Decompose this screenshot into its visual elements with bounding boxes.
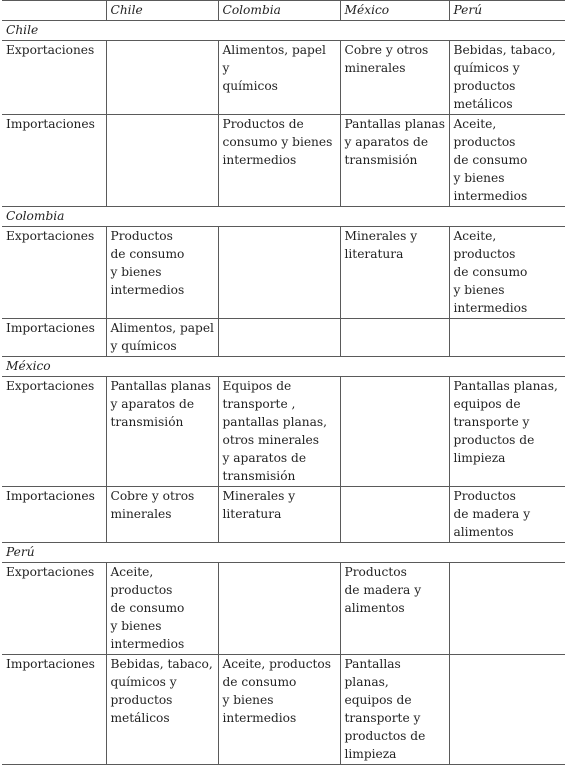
row-label: Importaciones bbox=[2, 319, 106, 357]
table-row bbox=[2, 41, 565, 115]
table-cell bbox=[106, 41, 218, 115]
group-row bbox=[2, 543, 565, 563]
table-row bbox=[2, 487, 565, 543]
table-cell: Minerales y literatura bbox=[340, 227, 449, 319]
table-cell: Pantallas planas, equipos de transporte y productos de limpieza bbox=[340, 655, 449, 765]
table-cell: Bebidas, tabaco, químicos y productos metálicos bbox=[449, 41, 565, 115]
table-cell: Pantallas planas y aparatos de transmisión bbox=[106, 377, 218, 487]
table-row bbox=[2, 227, 565, 319]
table-body bbox=[2, 21, 565, 765]
table-cell: Bebidas, tabaco, químicos y productos metálicos bbox=[106, 655, 218, 765]
table-cell bbox=[340, 377, 449, 487]
table-cell: Minerales y literatura bbox=[218, 487, 340, 543]
group-label: Colombia bbox=[2, 207, 565, 227]
table-row bbox=[2, 319, 565, 357]
header-cell-peru: Perú bbox=[449, 1, 565, 21]
table-cell: Alimentos, papel y químicos bbox=[218, 41, 340, 115]
table-cell: Aceite, productos de consumo y bienes intermedios bbox=[449, 115, 565, 207]
table-cell: Equipos de transporte , pantallas planas, otros minerales y aparatos de transmisión bbox=[218, 377, 340, 487]
header-cell-colombia: Colombia bbox=[218, 1, 340, 21]
table-cell: Pantallas planas y aparatos de transmisión bbox=[340, 115, 449, 207]
table-cell: Cobre y otros minerales bbox=[106, 487, 218, 543]
table-cell bbox=[106, 115, 218, 207]
row-label: Exportaciones bbox=[2, 227, 106, 319]
table-cell bbox=[340, 319, 449, 357]
table-cell bbox=[340, 487, 449, 543]
header-cell-blank bbox=[2, 1, 106, 21]
table-row bbox=[2, 115, 565, 207]
header-cell-chile: Chile bbox=[106, 1, 218, 21]
trade-table bbox=[2, 0, 565, 765]
table-cell: Productos de consumo y bienes intermedios bbox=[106, 227, 218, 319]
table-cell: Aceite, productos de consumo y bienes intermedios bbox=[449, 227, 565, 319]
table-row bbox=[2, 655, 565, 765]
table-row bbox=[2, 377, 565, 487]
table-cell: Alimentos, papel y químicos bbox=[106, 319, 218, 357]
table-cell bbox=[449, 563, 565, 655]
table-cell bbox=[449, 655, 565, 765]
table-cell: Productos de consumo y bienes intermedios bbox=[218, 115, 340, 207]
row-label: Importaciones bbox=[2, 487, 106, 543]
table-cell bbox=[449, 319, 565, 357]
group-label: Perú bbox=[2, 543, 565, 563]
table-cell: Pantallas planas, equipos de transporte y productos de limpieza bbox=[449, 377, 565, 487]
table-cell: Aceite, productos de consumo y bienes intermedios bbox=[218, 655, 340, 765]
row-label: Exportaciones bbox=[2, 41, 106, 115]
table-cell: Aceite, productos de consumo y bienes intermedios bbox=[106, 563, 218, 655]
row-label: Exportaciones bbox=[2, 563, 106, 655]
row-label: Importaciones bbox=[2, 655, 106, 765]
table-cell: Productos de madera y alimentos bbox=[340, 563, 449, 655]
group-row bbox=[2, 21, 565, 41]
row-label: Exportaciones bbox=[2, 377, 106, 487]
group-row bbox=[2, 207, 565, 227]
group-row bbox=[2, 357, 565, 377]
group-label: Chile bbox=[2, 21, 565, 41]
table-cell bbox=[218, 563, 340, 655]
row-label: Importaciones bbox=[2, 115, 106, 207]
header-row bbox=[2, 1, 565, 21]
table-cell bbox=[218, 319, 340, 357]
table-cell: Productos de madera y alimentos bbox=[449, 487, 565, 543]
group-label: México bbox=[2, 357, 565, 377]
table-cell: Cobre y otros minerales bbox=[340, 41, 449, 115]
table-row bbox=[2, 563, 565, 655]
header-cell-mexico: México bbox=[340, 1, 449, 21]
table-cell bbox=[218, 227, 340, 319]
